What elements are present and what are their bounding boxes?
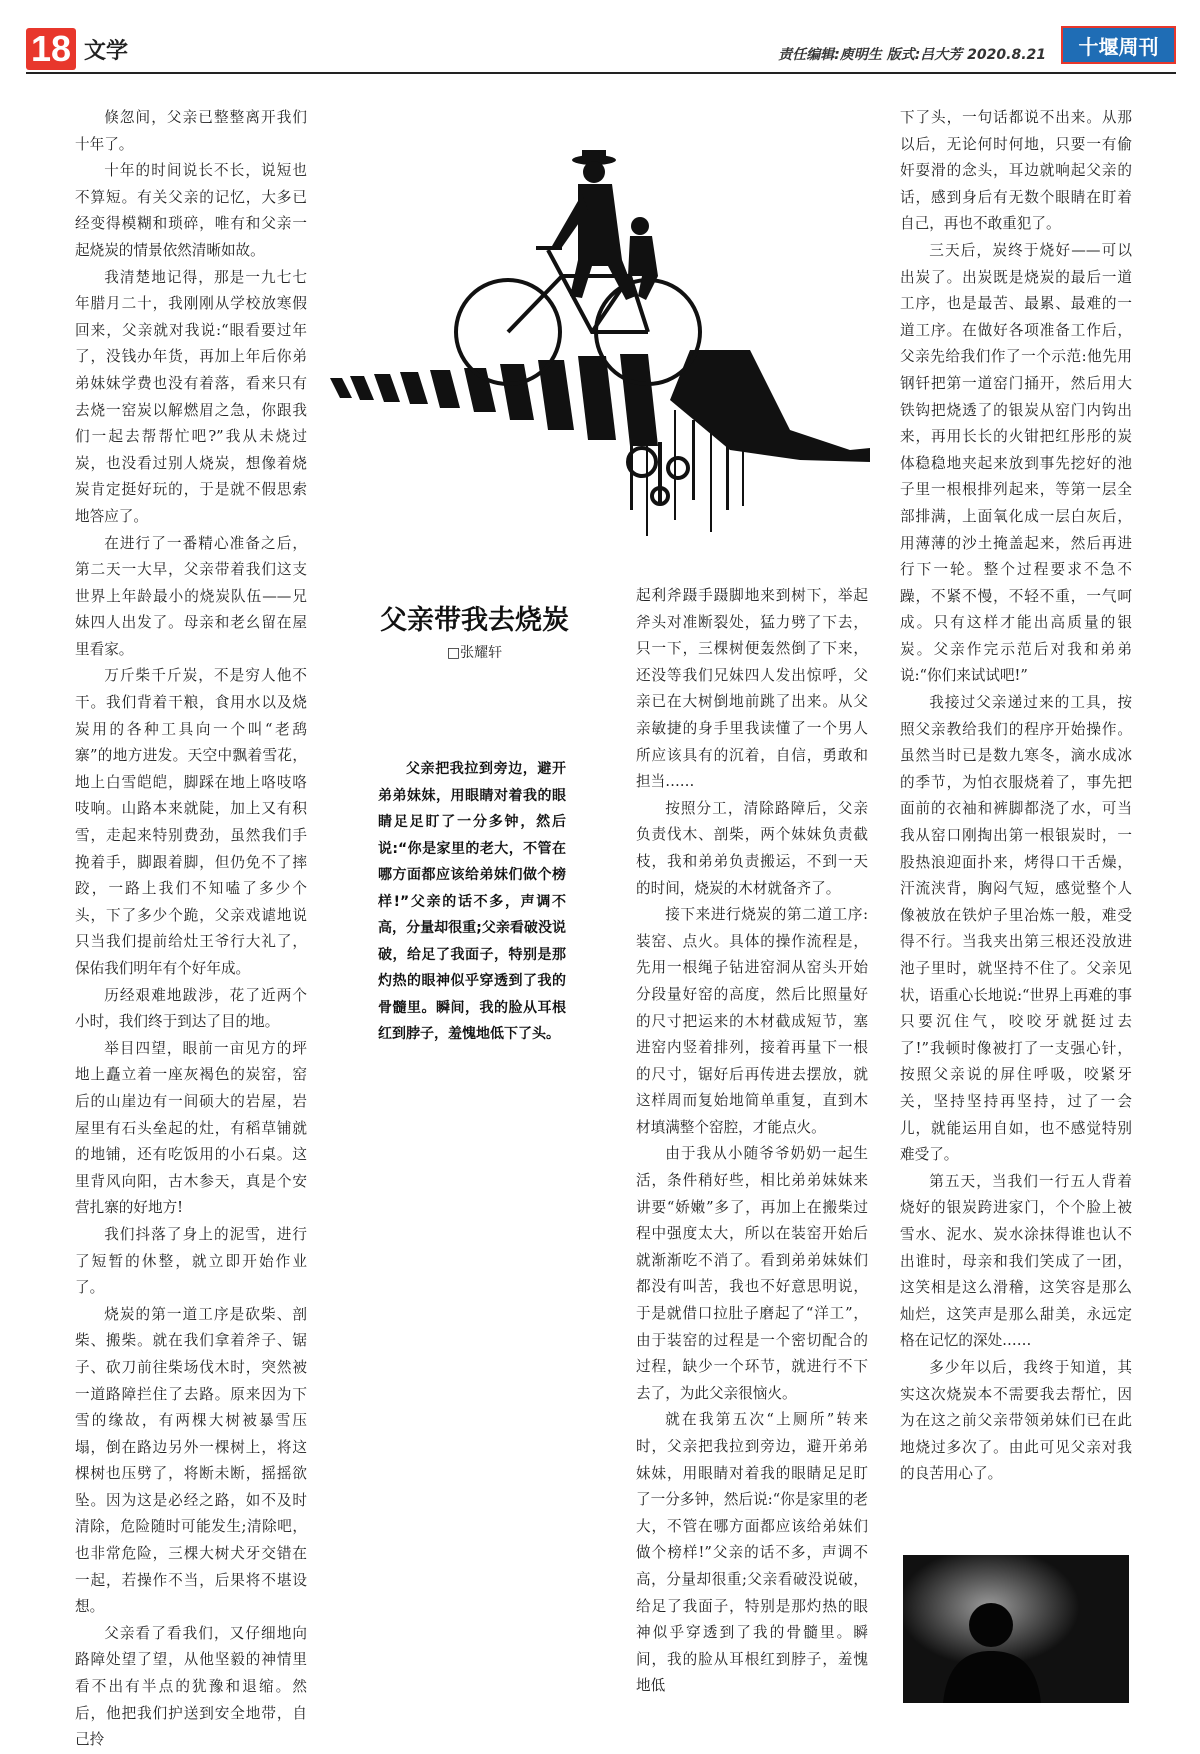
article-column-3	[636, 583, 868, 1700]
paragraph: 我清楚地记得，那是一九七七年腊月二十，我刚刚从学校放寒假回来，父亲就对我说:“眼看要过年了，没钱办年货，再加上年后你弟弟妹妹学费也没有着落，看来只有去烧一窑炭以解燃眉之急，你跟我们一起去帮帮忙吧?”我从未烧过炭，也没看过别人烧炭，想像着烧炭肯定挺好玩的，于是就不假思索地答应了。	[75, 268, 307, 525]
paragraph: 十年的时间说长不长，说短也不算短。有关父亲的记忆，大多已经变得模糊和琐碎，唯有和父亲一起烧炭的情景依然清晰如故。	[75, 162, 307, 259]
portrait-silhouette-icon	[903, 1555, 1129, 1703]
paragraph: 三天后，炭终于烧好——可以出炭了。出炭既是烧炭的最后一道工序，也是最苦、最累、最难的一道工序。在做好各项准备工作后，父亲先给我们作了一个示范:他先用钢钎把第一道窑门捅开，然后用大铁钩把烧透了的银炭从窑门内钩出来，再用长长的火钳把红彤彤的炭体稳稳地夹起来放到事先挖好的池子里一根根排列起来，等第一层全部排满，上面氧化成一层白灰后，用薄薄的沙土掩盖起来，然后再进行下一轮。整个过程要求不急不躁，不紧不慢，不轻不重，一气呵成。只有这样才能出高质量的银炭。父亲作完示范后对我和弟弟说:“你们来试试吧!”	[900, 241, 1132, 685]
paragraph: 多少年以后，我终于知道，其实这次烧炭本不需要我去帮忙，因为在这之前父亲带领弟妹们已在此地烧过多次了。由此可见父亲对我的良苦用心了。	[900, 1358, 1132, 1483]
paragraph: 由于我从小随爷爷奶奶一起生活，条件稍好些，相比弟弟妹妹来讲要“娇嫩”多了，再加上在搬柴过程中强度太大，所以在装窑开始后就渐渐吃不消了。看到弟弟妹妹们都没有叫苦，我也不好意思明说，于是就借口拉肚子磨起了“洋工”，由于装窑的过程是一个密切配合的过程，缺少一个环节，就进行不下去了，为此父亲很恼火。	[636, 1145, 868, 1402]
paragraph: 我们抖落了身上的泥雪，进行了短暂的休整，就立即开始作业了。	[75, 1225, 307, 1297]
paragraph: 按照分工，清除路障后，父亲负责伐木、剖柴，两个妹妹负责截枝，我和弟弟负责搬运，不到一天的时间，烧炭的木材就备齐了。	[636, 799, 868, 897]
cyclist-illustration	[330, 150, 870, 560]
page-number: 18	[26, 28, 76, 70]
stripes-graphic	[330, 350, 870, 462]
paragraph: 举目四望，眼前一亩见方的坪地上矗立着一座灰褐色的炭窑，窑后的山崖边有一间硕大的岩屋，岩屋里有石头垒起的灶，有稻草铺就的地铺，还有吃饭用的小石桌。这里背风向阳，古木参天，真是个安营扎寨的好地方!	[75, 1039, 307, 1217]
paragraph: 就在我第五次“上厕所”转来时，父亲把我拉到旁边，避开弟弟妹妹，用眼睛对着我的眼睛足足盯了一分多钟，然后说:“你是家里的老大，不管在哪方面都应该给弟妹们做个榜样!”父亲的话不多，声调不高，分量却很重;父亲看破没说破，给足了我面子，特别是那灼热的眼神似乎穿透到了我的骨髓里。瞬间，我的脸从耳根红到脖子，羞愧地低	[636, 1411, 868, 1695]
paragraph: 父亲看了看我们，又仔细地向路障处望了望，从他坚毅的神情里看不出有半点的犹豫和退缩。然后，他把我们护送到安全地带，自己拎	[75, 1624, 307, 1749]
article-column-4	[900, 105, 1132, 1488]
paragraph: 烧炭的第一道工序是砍柴、剖柴、搬柴。就在我们拿着斧子、锯子、砍刀前往柴场伐木时，突然被一道路障拦住了去路。原来因为下雪的缘故，有两棵大树被暴雪压塌，倒在路边另外一棵树上，将这棵树也压劈了，将断未断，摇摇欲坠。因为这是必经之路，如不及时清除，危险随时可能发生;清除吧，也非常危险，三棵大树犬牙交错在一起，若操作不当，后果将不堪设想。	[75, 1305, 307, 1616]
paragraph: 第五天，当我们一行五人背着烧好的银炭跨进家门，个个脸上被雪水、泥水、炭水涂抹得谁也认不出谁时，母亲和我们笑成了一团，这笑相是这么滑稽，这笑容是那么灿烂，这笑声是那么甜美，永远定格在记忆的深处……	[900, 1172, 1132, 1350]
header-rule	[26, 72, 1176, 74]
pull-quote-text: 父亲把我拉到旁边，避开弟弟妹妹，用眼睛对着我的眼睛足足盯了一分多钟，然后说:“你是家里的老大，不管在哪方面都应该给弟妹们做个榜样!”父亲的话不多，声调不高，分量却很重;父亲看破没说破，给足了我面子，特别是那灼热的眼神似乎穿透到了我的骨髓里。瞬间，我的脸从耳根红到脖子，羞愧地低下了头。	[378, 761, 566, 1042]
editor-credits: 责任编辑:庾明生 版式:吕大芳 2020.8.21	[778, 47, 1046, 63]
article-column-1	[75, 105, 307, 1754]
paragraph: 起利斧蹑手蹑脚地来到树下，举起斧头对准断裂处，猛力劈了下去，只一下，三棵树便轰然倒了下来，还没等我们兄妹四人发出惊呼，父亲已在大树倒地前跳了出来。从父亲敏捷的身手里我读懂了一个男人所应该具有的沉着，自信，勇敢和担当……	[636, 587, 868, 791]
paragraph: 历经艰难地跋涉，花了近两个小时，我们终于到达了目的地。	[75, 986, 307, 1031]
pull-quote	[378, 756, 566, 1048]
masthead-logo: 十堰周刊	[1061, 26, 1176, 64]
paragraph: 下了头，一句话都说不出来。从那以后，无论何时何地，只要一有偷奸耍滑的念头，耳边就响起父亲的话，感到身后有无数个眼睛在盯着自己，再也不敢重犯了。	[900, 109, 1132, 233]
paragraph: 倏忽间，父亲已整整离开我们十年了。	[75, 109, 307, 153]
article-byline: □张耀轩	[446, 645, 503, 661]
author-photo	[903, 1555, 1129, 1703]
paragraph: 接下来进行烧炭的第二道工序:装窑、点火。具体的操作流程是，先用一根绳子钻进窑洞从窑头开始分段量好窑的高度，然后比照量好的尺寸把运来的木材截成短节，塞进窑内竖着排列，接着再量下一根的尺寸，锯好后再传进去摆放，就这样周而复始地简单重复，直到木材填满整个窑腔，才能点火。	[636, 906, 868, 1136]
paragraph: 在进行了一番精心准备之后，第二天一大早，父亲带着我们这支世界上年龄最小的烧炭队伍——兄妹四人出发了。母亲和老幺留在屋里看家。	[75, 534, 307, 658]
section-label: 文学	[84, 39, 129, 64]
paragraph: 我接过父亲递过来的工具，按照父亲教给我们的程序开始操作。虽然当时已是数九寒冬，滴水成冰的季节，为怕衣服烧着了，事先把面前的衣袖和裤脚都浇了水，可当我从窑口刚掏出第一根银炭时，一股热浪迎面扑来，烤得口干舌燥，汗流浃背，胸闷气短，感觉整个人像被放在铁炉子里冶炼一般，难受得不行。当我夹出第三根还没放进池子里时，就坚持不住了。父亲见状，语重心长地说:“世界上再难的事只要沉住气，咬咬牙就挺过去了!”我顿时像被打了一支强心针，按照父亲说的屏住呼吸，咬紧牙关，坚持坚持再坚持，过了一会儿，就能运用自如，也不感觉特别难受了。	[900, 694, 1132, 1164]
paragraph: 万斤柴千斤炭，不是穷人他不干。我们背着干粮，食用水以及烧炭用的各种工具向一个叫“老鸹寨”的地方进发。天空中飘着雪花，地上白雪皑皑，脚踩在地上咯吱咯吱响。山路本来就陡，加上又有积雪，走起来特别费劲，虽然我们手挽着手，脚跟着脚，但仍免不了摔跤，一路上我们不知嗑了多少个头，下了多少个跪，父亲戏谑地说只当我们提前给灶王爷行大礼了，保佑我们明年有个好年成。	[75, 667, 307, 977]
page-header	[26, 26, 1176, 76]
article-title: 父亲带我去烧炭	[380, 605, 569, 636]
